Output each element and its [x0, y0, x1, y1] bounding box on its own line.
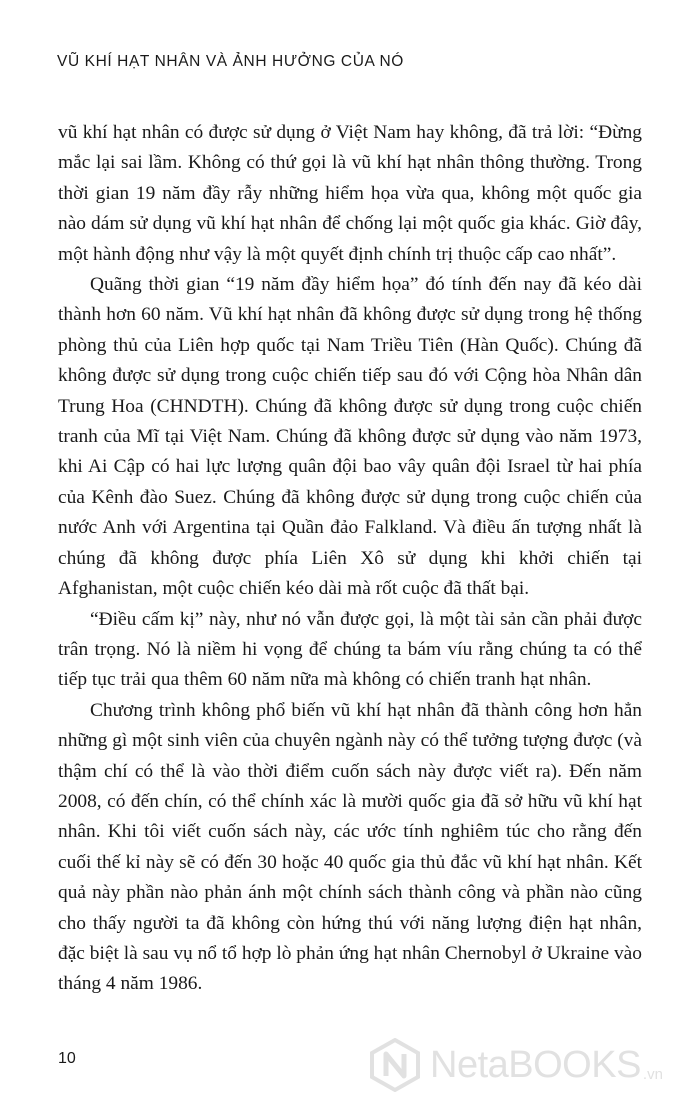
netabooks-watermark	[368, 1038, 663, 1092]
running-header-title: VŨ KHÍ HẠT NHÂN VÀ ẢNH HƯỞNG CỦA NÓ	[57, 53, 404, 70]
watermark-brand-text: NetaBOOKS	[430, 1043, 641, 1086]
paragraph: Chương trình không phổ biến vũ khí hạt nhân đã thành công hơn hẳn những gì một sinh viên của chuyên ngành này có thể tưởng tượng được (và thậm chí có thể là vào thời điểm cuốn sách này được viết ra). Đến năm 2008, có đến chín, có thể chính xác là mười quốc gia đã sở hữu vũ khí hạt nhân. Khi tôi viết cuốn sách này, các ước tính nghiêm túc cho rằng đến cuối thế kỉ này sẽ có đến 30 hoặc 40 quốc gia thủ đắc vũ khí hạt nhân. Kết quả này phần nào phản ánh một chính sách thành công và phần nào cũng cho thấy người ta đã không còn hứng thú với năng lượng điện hạt nhân, đặc biệt là sau vụ nổ tổ hợp lò phản ứng hạt nhân Chernobyl ở Ukraine vào tháng 4 năm 1986.	[58, 699, 642, 995]
watermark-domain-suffix: .vn	[642, 1066, 663, 1083]
netabooks-logo-icon	[368, 1038, 422, 1092]
page-number: 10	[58, 1050, 76, 1067]
body-text	[58, 118, 642, 1000]
paragraph: “Điều cấm kị” này, như nó vẫn được gọi, là một tài sản cần phải được trân trọng. Nó là niềm hi vọng để chúng ta bám víu rằng chúng ta có thể tiếp tục trải qua thêm 60 năm nữa mà không có chiến tranh hạt nhân.	[58, 608, 642, 691]
paragraph: Quãng thời gian “19 năm đầy hiểm họa” đó tính đến nay đã kéo dài thành hơn 60 năm. Vũ khí hạt nhân đã không được sử dụng trong hệ thống phòng thủ của Liên hợp quốc tại Nam Triều Tiên (Hàn Quốc). Chúng đã không được sử dụng trong cuộc chiến tiếp sau đó với Cộng hòa Nhân dân Trung Hoa (CHNDTH). Chúng đã không được sử dụng trong cuộc chiến tranh của Mĩ tại Việt Nam. Chúng đã không được sử dụng vào năm 1973, khi Ai Cập có hai lực lượng quân đội bao vây quân đội Israel từ hai phía của Kênh đào Suez. Chúng đã không được sử dụng trong cuộc chiến của nước Anh với Argentina tại Quần đảo Falkland. Và điều ấn tượng nhất là chúng đã không được phía Liên Xô sử dụng khi khởi chiến tại Afghanistan, một cuộc chiến kéo dài mà rốt cuộc đã thất bại.	[58, 274, 642, 600]
paragraph-continuation: vũ khí hạt nhân có được sử dụng ở Việt Nam hay không, đã trả lời: “Đừng mắc lại sai lầm. Không có thứ gọi là vũ khí hạt nhân thông thường. Trong thời gian 19 năm đầy rẫy những hiểm họa vừa qua, không một quốc gia nào dám sử dụng vũ khí hạt nhân để chống lại một quốc gia khác. Giờ đây, một hành động như vậy là một quyết định chính trị thuộc cấp cao nhất”.	[58, 122, 642, 265]
